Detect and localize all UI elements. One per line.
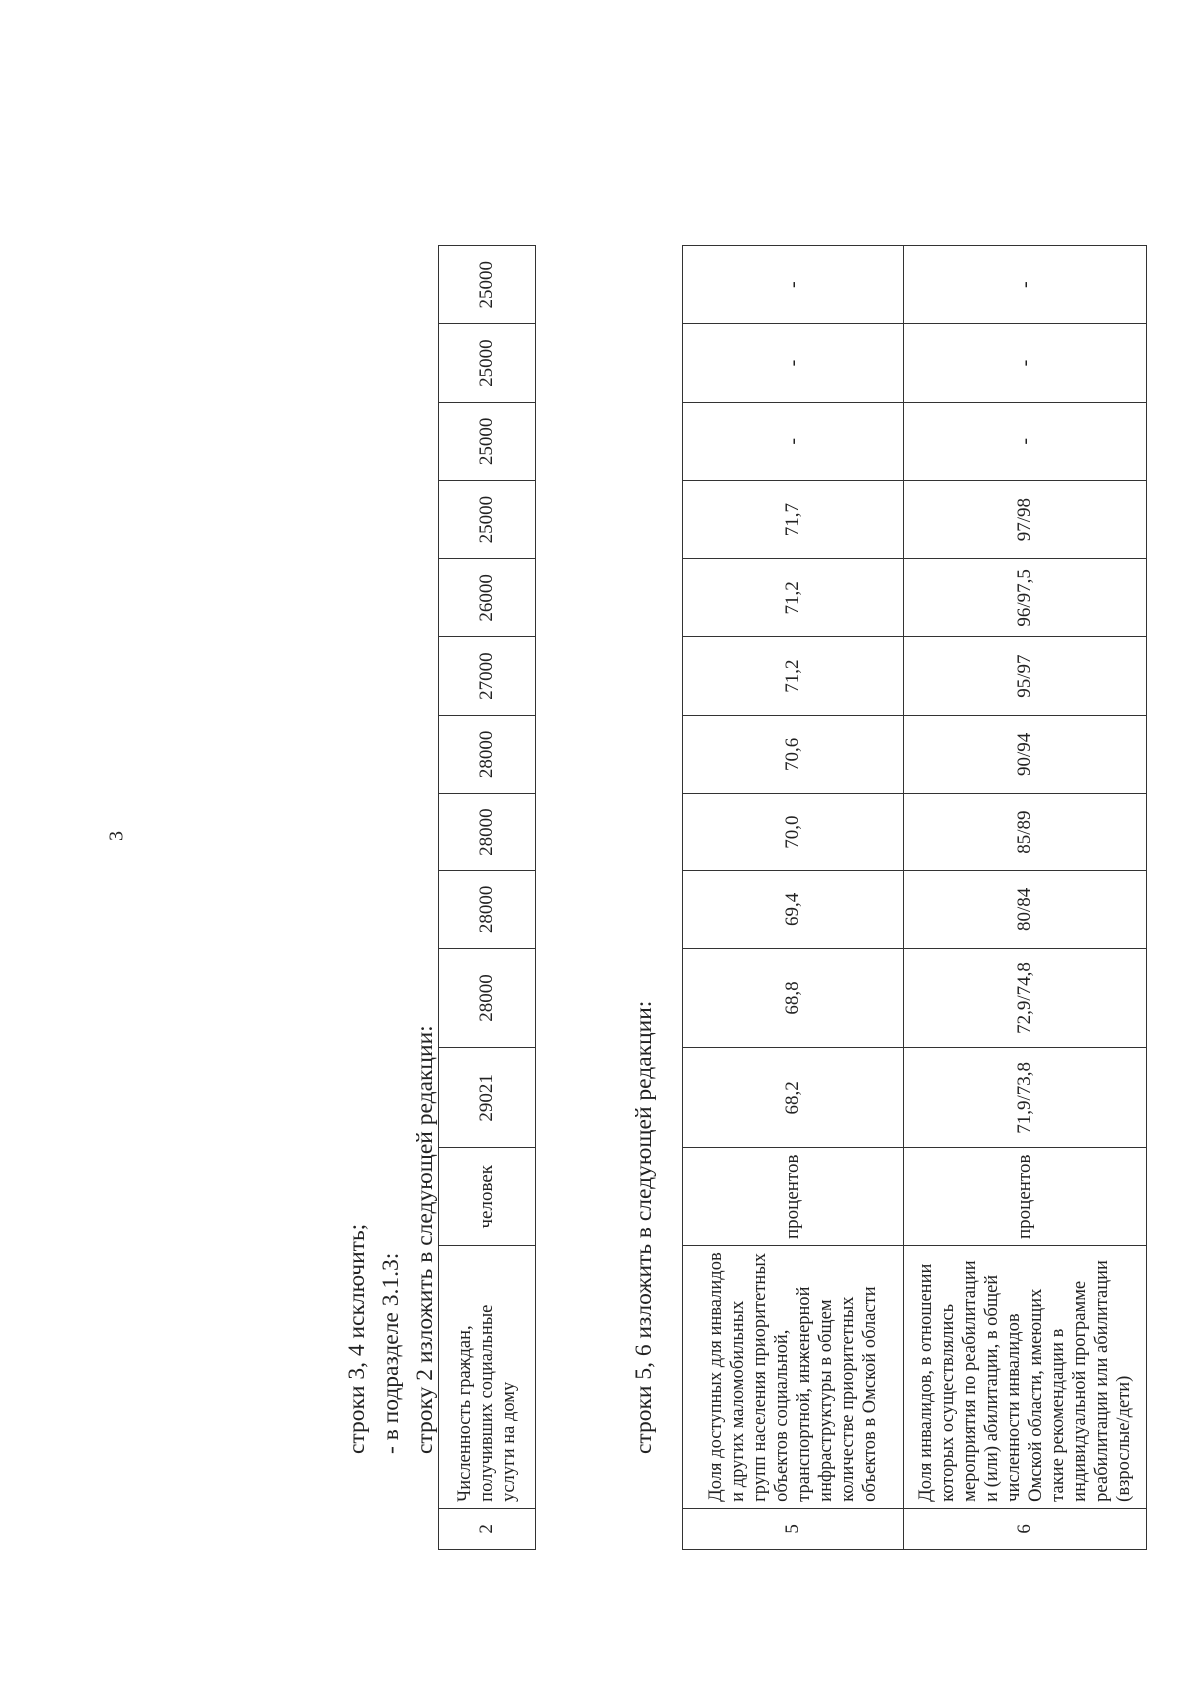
value-cell: 71,9/73,8: [904, 1048, 1147, 1148]
intro-line-3: строку 2 изложить в следующей редакции:: [412, 1025, 438, 1454]
value-cell: 90/94: [904, 715, 1147, 793]
value-cell: 70,6: [683, 715, 904, 793]
unit-cell: человек: [439, 1148, 536, 1246]
value-cell: 70,0: [683, 794, 904, 871]
intro-text: [340, 1025, 442, 1454]
value-cell: 29021: [439, 1048, 536, 1148]
unit-cell: процентов: [904, 1148, 1147, 1246]
value-cell: -: [904, 324, 1147, 402]
value-cell: 28000: [439, 871, 536, 948]
value-cell: 71,2: [683, 559, 904, 637]
value-cell: 69,4: [683, 871, 904, 948]
value-cell: -: [904, 402, 1147, 480]
value-cell: -: [683, 246, 904, 324]
value-cell: -: [904, 246, 1147, 324]
table-row: [904, 246, 1147, 1550]
indicator-name: Доля доступных для инвалидов и других маломобильных групп населения приоритетных объектов социальной, транспортной, инженерной инфраструктуры в общем количестве приоритетных объектов в Омской области: [683, 1246, 904, 1509]
value-cell: 68,8: [683, 948, 904, 1048]
value-cell: 25000: [439, 480, 536, 558]
value-cell: 95/97: [904, 637, 1147, 715]
page-number: 3: [105, 831, 128, 841]
value-cell: 27000: [439, 637, 536, 715]
value-cell: 97/98: [904, 480, 1147, 558]
value-cell: 25000: [439, 402, 536, 480]
value-cell: 25000: [439, 324, 536, 402]
intro-line-2: - в подразделе 3.1.3:: [378, 1252, 404, 1454]
unit-cell: процентов: [683, 1148, 904, 1246]
row-number: 6: [904, 1508, 1147, 1549]
value-cell: 28000: [439, 715, 536, 793]
value-cell: 72,9/74,8: [904, 948, 1147, 1048]
value-cell: -: [683, 324, 904, 402]
value-cell: 71,7: [683, 480, 904, 558]
value-cell: 68,2: [683, 1048, 904, 1148]
value-cell: -: [683, 402, 904, 480]
value-cell: 28000: [439, 948, 536, 1048]
table-row-2-amendment: [438, 245, 536, 1550]
value-cell: 80/84: [904, 871, 1147, 948]
value-cell: 26000: [439, 559, 536, 637]
table-row: [439, 246, 536, 1550]
value-cell: 85/89: [904, 794, 1147, 871]
value-cell: 25000: [439, 246, 536, 324]
table-row: [683, 246, 904, 1550]
value-cell: 71,2: [683, 637, 904, 715]
rotated-content: [260, 150, 1134, 1550]
row-number: 2: [439, 1508, 536, 1549]
section2-heading: строки 5, 6 изложить в следующей редакции:: [631, 1000, 657, 1454]
indicator-name: Численность граждан, получивших социальные услуги на дому: [439, 1246, 536, 1509]
table-rows-5-6-amendment: [682, 245, 1147, 1550]
value-cell: 96/97,5: [904, 559, 1147, 637]
value-cell: 28000: [439, 794, 536, 871]
intro-line-1: строки 3, 4 исключить;: [344, 1223, 370, 1454]
row-number: 5: [683, 1508, 904, 1549]
indicator-name: Доля инвалидов, в отношении которых осуществлялись мероприятия по реабилитации и (или) абилитации, в общей численности инвалидов Омской области, имеющих такие рекомендации в индивидуальной программе реабилитации или абилитации (взрослые/дети): [904, 1246, 1147, 1509]
